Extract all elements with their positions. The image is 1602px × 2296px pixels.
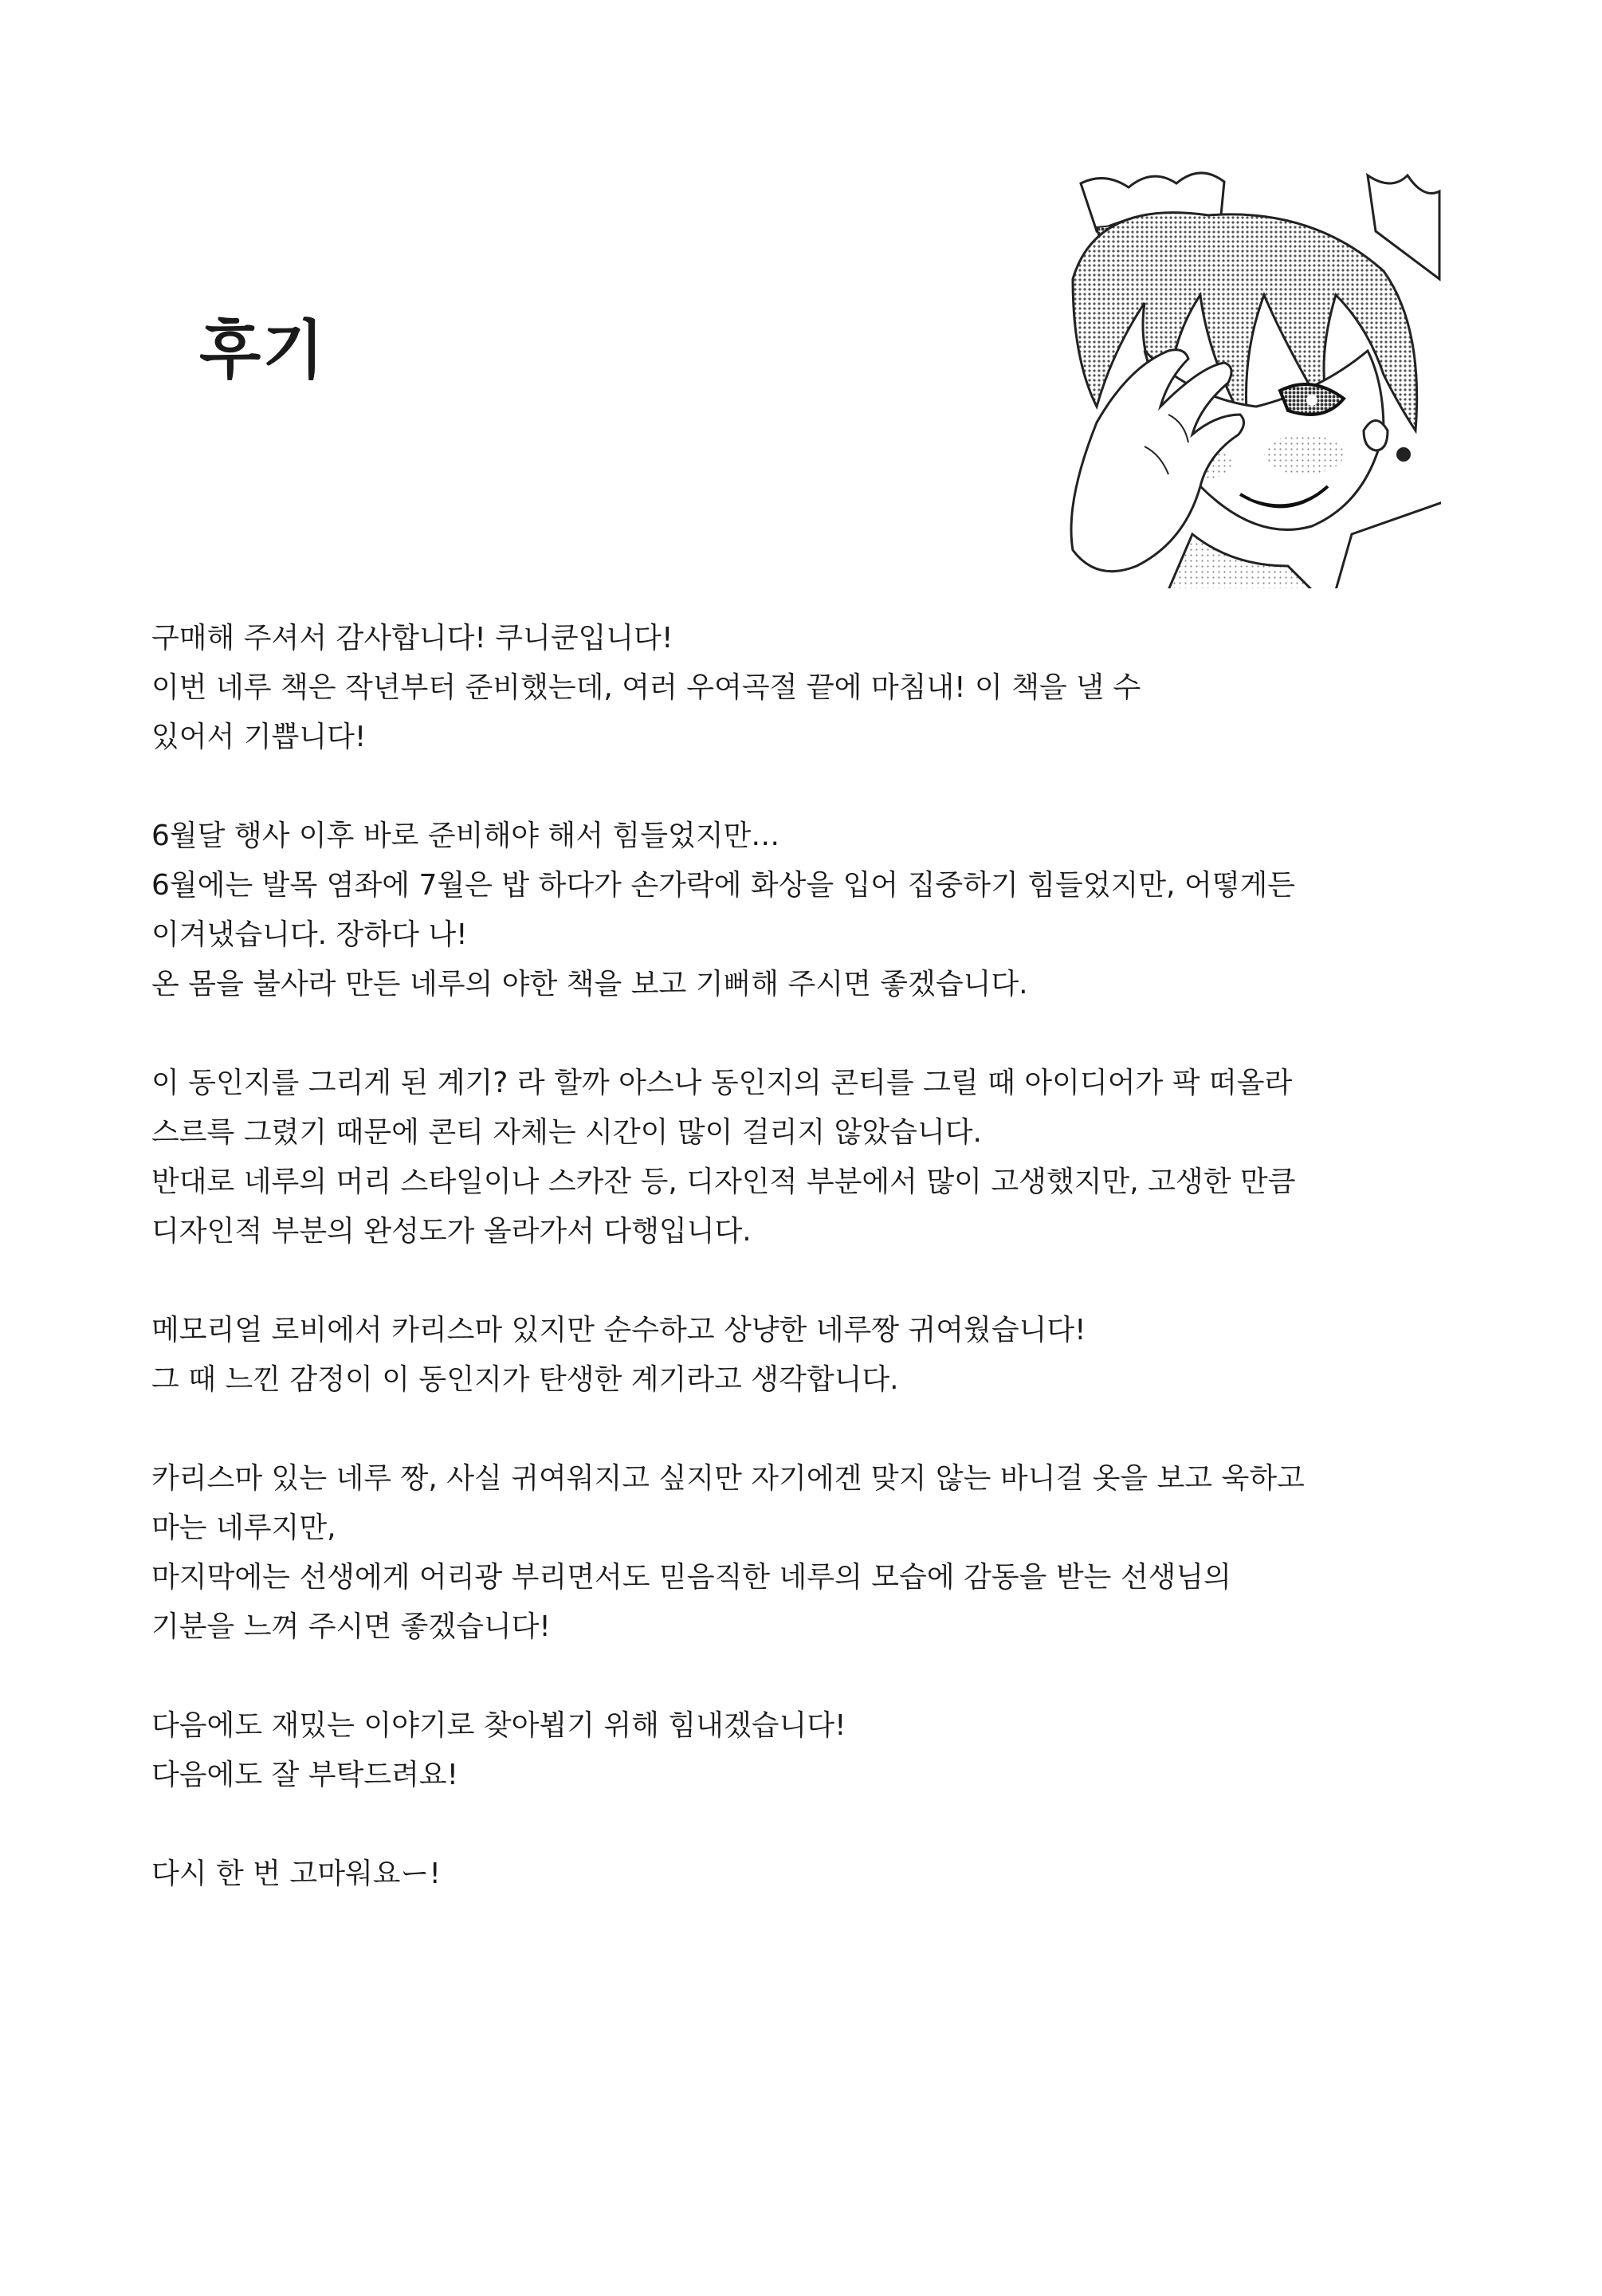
text-line: 구매해 주셔서 감사합니다! 쿠니쿤입니다! <box>151 622 673 655</box>
text-line: 스르륵 그렸기 때문에 콘티 자체는 시간이 많이 걸리지 않았습니다. <box>151 1116 982 1149</box>
character-illustration <box>1049 167 1443 590</box>
text-line: 다시 한 번 고마워요ー! <box>151 1858 441 1890</box>
text-line: 마지막에는 선생에게 어리광 부리면서도 믿음직한 네루의 모습에 감동을 받는 선생님의 <box>151 1561 1231 1594</box>
text-line: 6월에는 발목 염좌에 7월은 밥 하다가 손가락에 화상을 입어 집중하기 힘들었지만, 어떻게든 <box>151 869 1296 902</box>
text-line: 이번 네루 책은 작년부터 준비했는데, 여러 우여곡절 끝에 마침내! 이 책을 낼 수 <box>151 671 1141 704</box>
text-line: 디자인적 부분의 완성도가 올라가서 다행입니다. <box>151 1215 752 1248</box>
text-line: 있어서 기쁩니다! <box>151 721 367 753</box>
paragraph <box>151 812 1363 1009</box>
text-line: 메모리얼 로비에서 카리스마 있지만 순수하고 상냥한 네루짱 귀여웠습니다! <box>151 1314 1086 1347</box>
text-line: 다음에도 재밌는 이야기로 찾아뵙기 위해 힘내겠습니다! <box>151 1709 846 1742</box>
text-line: 이 동인지를 그리게 된 계기? 라 할까 아스나 동인지의 콘티를 그릴 때 아이디어가 팍 떠올라 <box>151 1067 1293 1099</box>
text-line: 그 때 느낀 감정이 이 동인지가 탄생한 계기라고 생각합니다. <box>151 1363 899 1396</box>
text-line: 반대로 네루의 머리 스타일이나 스카잔 등, 디자인적 부분에서 많이 고생했지만, 고생한 만큼 <box>151 1166 1296 1198</box>
text-line: 다음에도 잘 부탁드려요! <box>151 1759 459 1791</box>
paragraph <box>151 1454 1363 1652</box>
text-line: 기분을 느껴 주시면 좋겠습니다! <box>151 1610 551 1643</box>
paragraph <box>151 614 1363 762</box>
paragraph <box>151 1306 1363 1405</box>
text-line: 이겨냈습니다. 장하다 나! <box>151 918 468 951</box>
text-line: 6월달 행사 이후 바로 준비해야 해서 힘들었지만… <box>151 820 780 852</box>
text-line: 마는 네루지만, <box>151 1512 336 1544</box>
text-line: 온 몸을 불사라 만든 네루의 야한 책을 보고 기뻐해 주시면 좋겠습니다. <box>151 968 1028 1001</box>
afterword-body <box>151 614 1363 1948</box>
paragraph <box>151 1059 1363 1256</box>
text-line: 카리스마 있는 네루 짱, 사실 귀여워지고 싶지만 자기에겐 맞지 않는 바니걸 옷을 보고 욱하고 <box>151 1462 1305 1495</box>
paragraph <box>151 1850 1363 1899</box>
paragraph <box>151 1701 1363 1800</box>
page-title: 후기 <box>199 313 326 387</box>
character-illustration-drawing <box>1049 167 1443 590</box>
